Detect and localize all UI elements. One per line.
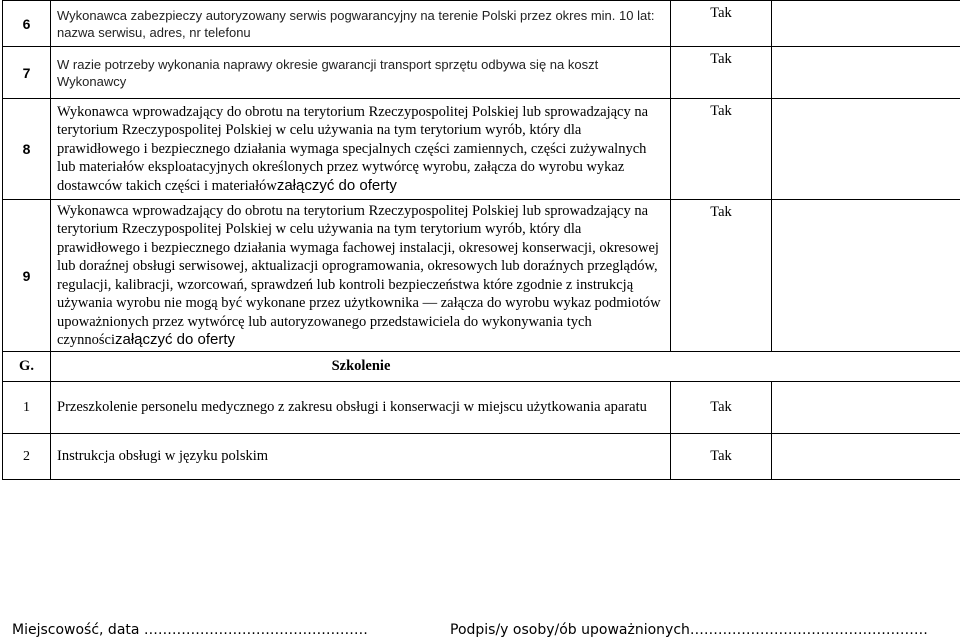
table-row [3, 47, 960, 99]
row-description: Wykonawca wprowadzający do obrotu na terytorium Rzeczypospolitej Polskiej lub sprowadzający na terytorium Rzeczypospolitej Polskiej w celu używania na tym terytorium wyrób, który dla prawidłowego i bezpiecznego działania wymaga fachowej instalacji, okresowej konserwacji, okresowej lub doraźnej obsługi serwisowej, aktualizacji oprogramowania, okresowych lub doraźnych przeglądów, regulacji, kalibracji, wzorcowań, sprawdzeń lub kontroli bezpieczeństwa które zgodnie z instrukcją używania wyrobu nie mogą być wykonane przez użytkownika — załącza do wyrobu wykaz podmiotów upoważnionych przez wytwórcę lub autoryzowanego przedstawiciela do wykonywania tych czynności [57, 202, 661, 348]
signature-footer [12, 620, 952, 640]
section-letter: G. [3, 352, 51, 382]
offered-parameters-cell [772, 434, 960, 480]
row-attachment-note: załączyć do oferty [276, 176, 397, 194]
row-number: 2 [3, 434, 51, 480]
row-answer: Tak [671, 382, 772, 434]
requirements-table [2, 0, 960, 480]
offered-parameters-cell [772, 1, 960, 47]
signature-line: Podpis/y osoby/ób upoważnionych…………………………………………… [450, 622, 928, 638]
table-row [3, 99, 960, 200]
row-answer: Tak [671, 434, 772, 480]
row-description: Wykonawca wprowadzający do obrotu na terytorium Rzeczypospolitej Polskiej lub sprowadzający na terytorium Rzeczypospolitej Polskiej w celu używania na tym terytorium wyrób, który dla prawidłowego i bezpiecznego działania wymaga specjalnych części zamiennych, części zużywalnych lub materiałów eksploatacyjnych określonych przez wytwórcę wyrobu, załącza do wyrobu wykaz dostawców takich części i materiałów [57, 103, 649, 194]
row-answer: Tak [671, 1, 772, 47]
row-description: Wykonawca zabezpieczy autoryzowany serwis pogwarancyjny na terenie Polski przez okres min. 10 lat: nazwa serwisu, adres, nr telefonu [51, 1, 671, 47]
row-description-cell [51, 99, 671, 200]
row-number: 7 [3, 47, 51, 99]
offered-parameters-cell [772, 200, 960, 352]
offered-parameters-cell [772, 382, 960, 434]
row-description: W razie potrzeby wykonania naprawy okresie gwarancji transport sprzętu odbywa się na koszt Wykonawcy [51, 47, 671, 99]
row-description: Przeszkolenie personelu medycznego z zakresu obsługi i konserwacji w miejscu użytkowania aparatu [51, 382, 671, 434]
table-row [3, 1, 960, 47]
table-row [3, 434, 960, 480]
section-title-cell [51, 352, 960, 382]
row-description-cell [51, 200, 671, 352]
row-description: Instrukcja obsługi w języku polskim [51, 434, 671, 480]
section-title: Szkolenie [331, 358, 391, 374]
offered-parameters-cell [772, 47, 960, 99]
row-number: 1 [3, 382, 51, 434]
place-date-line: Miejscowość, data ………………………………………… [12, 622, 368, 638]
row-answer: Tak [671, 200, 772, 352]
row-number: 6 [3, 1, 51, 47]
table-row [3, 200, 960, 352]
table-row [3, 382, 960, 434]
row-number: 9 [3, 200, 51, 352]
row-answer: Tak [671, 99, 772, 200]
section-header-row [3, 352, 960, 382]
offered-parameters-cell [772, 99, 960, 200]
row-number: 8 [3, 99, 51, 200]
row-attachment-note: załączyć do oferty [114, 331, 236, 348]
row-answer: Tak [671, 47, 772, 99]
